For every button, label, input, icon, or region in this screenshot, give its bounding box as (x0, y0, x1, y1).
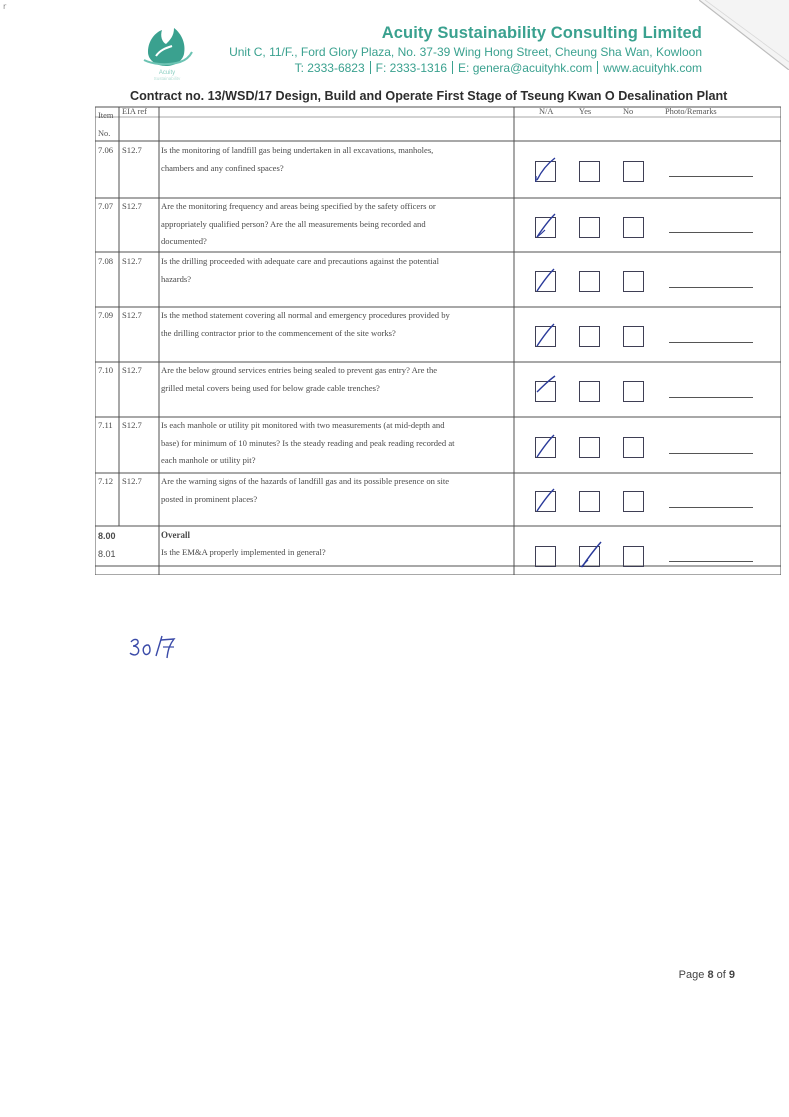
checkbox-yes[interactable] (579, 161, 600, 182)
page-corner-fold (699, 0, 789, 70)
row-eia-ref: S12.7 (122, 420, 142, 430)
row-question: Are the below ground services entries being sealed to prevent gas entry? Are the grilled metal covers being used for below grade cable trenches? (161, 365, 438, 393)
row-eia-ref: S12.7 (122, 310, 142, 320)
checkbox-no[interactable] (623, 546, 644, 567)
remarks-line[interactable] (669, 507, 753, 508)
checkbox-no[interactable] (623, 381, 644, 402)
checkbox-no[interactable] (623, 161, 644, 182)
row-question: Is the method statement covering all normal and emergency procedures provided by the drilling contractor prior to the commencement of the site works? (161, 310, 450, 338)
company-contact (295, 61, 702, 75)
header-na: N/A (539, 107, 554, 116)
company-name: Acuity Sustainability Consulting Limited (381, 24, 702, 42)
check-mark-icon (533, 156, 559, 184)
contract-title: Contract no. 13/WSD/17 Design, Build and Operate First Stage of Tseung Kwan O Desalination Plant (130, 89, 728, 103)
remarks-line[interactable] (669, 397, 753, 398)
check-mark-icon (533, 212, 559, 240)
header-eia-ref: EIA ref (122, 107, 147, 116)
row-item-no: 7.08 (98, 256, 114, 266)
remarks-line[interactable] (669, 176, 753, 177)
svg-text:Acuity: Acuity (158, 70, 176, 76)
row-question: Is each manhole or utility pit monitored with two measurements (at mid-depth and base) for minimum of 10 minutes? Is the steady reading and peak reading recorded at each manhole or utility pit? (161, 420, 455, 465)
row-question: Are the monitoring frequency and areas being specified by the safety officers or appropriately qualified person? Are the all measurements being recorded and documented? (161, 201, 436, 246)
row-item-no: 7.07 (98, 201, 114, 211)
company-phone: T: 2333-6823 (294, 61, 365, 75)
row-eia-ref: S12.7 (122, 476, 142, 486)
row-question: Are the warning signs of the hazards of landfill gas and its possible presence on site posted in prominent places? (161, 476, 450, 504)
checkbox-yes[interactable] (579, 491, 600, 512)
row-item-no: 7.06 (98, 145, 114, 155)
section-number: 8.00 (98, 531, 116, 541)
company-address: Unit C, 11/F., Ford Glory Plaza, No. 37-39 Wing Hong Street, Cheung Sha Wan, Kowloon (229, 45, 702, 59)
header-item-no: Item No. (98, 111, 114, 138)
checklist-table (95, 106, 781, 575)
check-mark-icon (533, 374, 559, 402)
checkbox-yes[interactable] (579, 217, 600, 238)
check-mark-icon (533, 486, 559, 514)
check-mark-icon (533, 432, 559, 460)
company-website: www.acuityhk.com (603, 61, 702, 75)
check-mark-icon (533, 321, 559, 349)
check-mark-icon (577, 540, 605, 570)
header-no: No (623, 107, 634, 116)
checkbox-no[interactable] (623, 271, 644, 292)
row-item-no: 7.11 (98, 420, 113, 430)
row-item-no: 7.09 (98, 310, 114, 320)
company-email: E: genera@acuityhk.com (458, 61, 593, 75)
remarks-line[interactable] (669, 232, 753, 233)
remarks-line[interactable] (669, 342, 753, 343)
checkbox-no[interactable] (623, 217, 644, 238)
row-question: Is the EM&A properly implemented in general? (161, 547, 326, 557)
section-title: Overall (161, 530, 190, 540)
row-item-no: 7.12 (98, 476, 114, 486)
row-eia-ref: S12.7 (122, 365, 142, 375)
svg-text:Sustainability: Sustainability (153, 76, 181, 80)
row-question: Is the monitoring of landfill gas being undertaken in all excavations, manholes, chambers and any confined spaces? (161, 145, 434, 173)
checkbox-yes[interactable] (579, 271, 600, 292)
row-eia-ref: S12.7 (122, 256, 142, 266)
remarks-line[interactable] (669, 287, 753, 288)
checkbox-no[interactable] (623, 326, 644, 347)
header-remarks: Photo/Remarks (665, 107, 717, 116)
checkbox-yes[interactable] (579, 326, 600, 347)
checkbox-na[interactable] (535, 546, 556, 567)
row-question: Is the drilling proceeded with adequate care and precautions against the potential hazards? (161, 256, 439, 284)
remarks-line[interactable] (669, 561, 753, 562)
row-eia-ref: S12.7 (122, 145, 142, 155)
checkbox-yes[interactable] (579, 437, 600, 458)
company-logo (136, 22, 198, 80)
header-yes: Yes (579, 107, 592, 116)
checkbox-no[interactable] (623, 437, 644, 458)
remarks-line[interactable] (669, 453, 753, 454)
row-item-no: 7.10 (98, 365, 114, 375)
scan-mark: r (3, 2, 7, 11)
checkbox-no[interactable] (623, 491, 644, 512)
handwritten-note (128, 634, 182, 665)
row-item-no: 8.01 (98, 549, 116, 559)
row-eia-ref: S12.7 (122, 201, 142, 211)
checkbox-yes[interactable] (579, 381, 600, 402)
check-mark-icon (533, 266, 559, 294)
page-number: Page 8 of 9 (678, 969, 735, 981)
company-fax: F: 2333-1316 (375, 61, 448, 75)
